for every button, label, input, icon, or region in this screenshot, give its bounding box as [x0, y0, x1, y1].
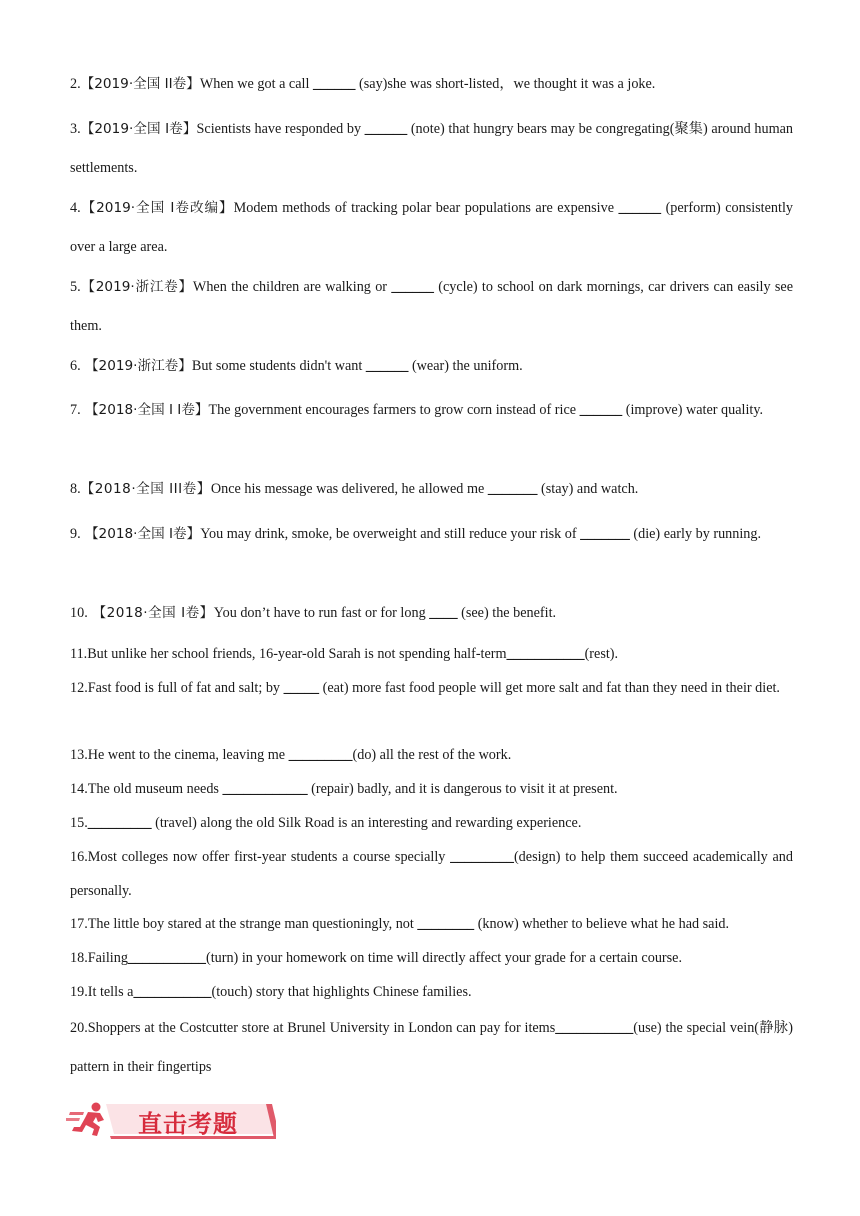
answer-blank: ___________ — [127, 950, 206, 966]
question-source-tag: 【2018·全国 I I卷】 — [80, 402, 209, 418]
question-number: 14. — [70, 781, 88, 797]
question-text-before: Most colleges now offer first-year students a course specially — [87, 849, 451, 865]
question-text-after: (see) the benefit. — [457, 605, 557, 621]
question-item — [70, 391, 793, 430]
question-text-after: (know) whether to believe what he had said. — [474, 916, 730, 932]
question-text-before: Once his message was delivered, he allowed me — [210, 481, 488, 497]
question-number: 10. — [70, 605, 88, 621]
answer-blank: _________ — [288, 747, 353, 763]
question-text-before: When we got a call — [199, 76, 313, 92]
question-source-tag: 【2019·全国 I卷改编】 — [80, 200, 234, 216]
question-text-after: (travel) along the old Silk Road is an interesting and rewarding experience. — [151, 815, 582, 831]
question-text-before: It tells a — [87, 984, 134, 1000]
question-text-after: (stay) and watch. — [537, 481, 639, 497]
question-source-tag: 【2019·全国 II卷】 — [80, 76, 200, 92]
question-text-after: (note) that hungry bears may be congregating(聚集) around human settlements. — [70, 121, 793, 176]
question-number: 13. — [70, 747, 88, 763]
answer-blank: ______ — [579, 402, 623, 418]
answer-blank: _______ — [487, 481, 538, 497]
question-source-tag: 【2018·全国 I卷】 — [87, 605, 214, 621]
question-number: 18. — [70, 950, 88, 966]
question-text-before: When the children are walking or — [192, 279, 392, 295]
question-text-after: (cycle) to school on dark mornings, car drivers can easily see them. — [70, 279, 794, 334]
question-item — [70, 975, 793, 1009]
question-text-before: But unlike her school friends, 16-year-old Sarah is not spending half-term — [87, 646, 507, 662]
question-number: 7. — [70, 402, 81, 418]
question-item — [70, 907, 793, 941]
section-banner-label: 直击考题 — [138, 1110, 238, 1138]
answer-blank: ___________ — [506, 646, 585, 662]
question-text-before: He went to the cinema, leaving me — [87, 747, 289, 763]
question-text-before: The government encourages farmers to grow corn instead of rice — [208, 402, 580, 418]
question-item — [70, 772, 793, 806]
question-number: 8. — [70, 481, 81, 497]
question-text-after: (use) the special vein(静脉) pattern in their fingertips — [70, 1020, 793, 1075]
question-text-before: You may drink, smoke, be overweight and still reduce your risk of — [200, 526, 581, 542]
question-number: 16. — [70, 849, 88, 865]
question-number: 20. — [70, 1020, 88, 1036]
question-item — [70, 1009, 793, 1087]
question-item — [70, 840, 793, 908]
question-item — [70, 268, 793, 346]
running-figure-icon — [66, 1103, 104, 1137]
question-number: 12. — [70, 680, 88, 696]
question-text-before: The little boy stared at the strange man questioningly, not — [87, 916, 418, 932]
question-text-after: (design) to help them succeed academically and personally. — [70, 849, 793, 899]
question-item — [70, 110, 793, 188]
question-item — [70, 594, 793, 633]
question-text-after: (wear) the uniform. — [408, 358, 523, 374]
question-text-before: Shoppers at the Costcutter store at Brunel University in London can pay for items — [87, 1020, 556, 1036]
question-item — [70, 738, 793, 772]
question-text-before: Scientists have responded by — [196, 121, 365, 137]
answer-blank: ______ — [312, 76, 356, 92]
question-number: 15. — [70, 815, 88, 831]
answer-blank: ______ — [365, 358, 409, 374]
question-text-after: (die) early by running. — [629, 526, 762, 542]
question-text-after: (repair) badly, and it is dangerous to visit it at present. — [307, 781, 618, 797]
question-text-after: (do) all the rest of the work. — [352, 747, 512, 763]
question-text-before: The old museum needs — [87, 781, 223, 797]
question-item — [70, 515, 793, 554]
question-text-after: (turn) in your homework on time will directly affect your grade for a certain course. — [205, 950, 682, 966]
answer-blank: ______ — [391, 279, 434, 295]
question-text-before: But some students didn't want — [191, 358, 366, 374]
answer-blank: ___________ — [133, 984, 212, 1000]
question-number: 4. — [70, 200, 81, 216]
answer-blank: _______ — [580, 526, 630, 542]
question-text-before: Failing — [87, 950, 128, 966]
question-item — [70, 470, 793, 509]
question-number: 11. — [70, 646, 88, 662]
question-text-before: You don’t have to run fast or for long — [213, 605, 430, 621]
question-text-after: (say)she was short-listed，we thought it was a joke. — [355, 76, 656, 92]
answer-blank: _____ — [283, 680, 320, 696]
question-number: 6. — [70, 358, 81, 374]
answer-blank: ___________ — [555, 1020, 634, 1036]
answer-blank: ______ — [364, 121, 408, 137]
question-source-tag: 【2019·全国 I卷】 — [80, 121, 197, 137]
question-text-before: Modem methods of tracking polar bear populations are expensive — [233, 200, 619, 216]
answer-blank: ________ — [417, 916, 475, 932]
question-text-after: (touch) story that highlights Chinese families. — [211, 984, 472, 1000]
question-text-after: (rest). — [584, 646, 619, 662]
answer-blank: _________ — [87, 815, 152, 831]
answer-blank: ______ — [618, 200, 662, 216]
question-source-tag: 【2019·浙江卷】 — [80, 279, 193, 295]
question-item — [70, 806, 793, 840]
question-source-tag: 【2019·浙江卷】 — [80, 358, 192, 374]
question-item — [70, 637, 793, 671]
question-item — [70, 65, 793, 104]
question-number: 19. — [70, 984, 88, 1000]
question-number: 5. — [70, 279, 81, 295]
question-item — [70, 671, 793, 705]
question-item — [70, 941, 793, 975]
question-number: 2. — [70, 76, 81, 92]
question-source-tag: 【2018·全国 III卷】 — [80, 481, 211, 497]
question-item — [70, 189, 793, 267]
question-number: 17. — [70, 916, 88, 932]
question-text-after: (improve) water quality. — [622, 402, 764, 418]
question-text-after: (perform) consistently over a large area. — [70, 200, 793, 255]
answer-blank: ____________ — [222, 781, 308, 797]
answer-blank: ____ — [429, 605, 458, 621]
answer-blank: _________ — [450, 849, 514, 865]
section-banner — [66, 1098, 276, 1144]
question-source-tag: 【2018·全国 I卷】 — [80, 526, 201, 542]
question-text-before: Fast food is full of fat and salt; by — [87, 680, 284, 696]
question-number: 9. — [70, 526, 81, 542]
question-text-after: (eat) more fast food people will get more salt and fat than they need in their diet. — [319, 680, 780, 696]
question-item — [70, 347, 793, 386]
question-number: 3. — [70, 121, 81, 137]
